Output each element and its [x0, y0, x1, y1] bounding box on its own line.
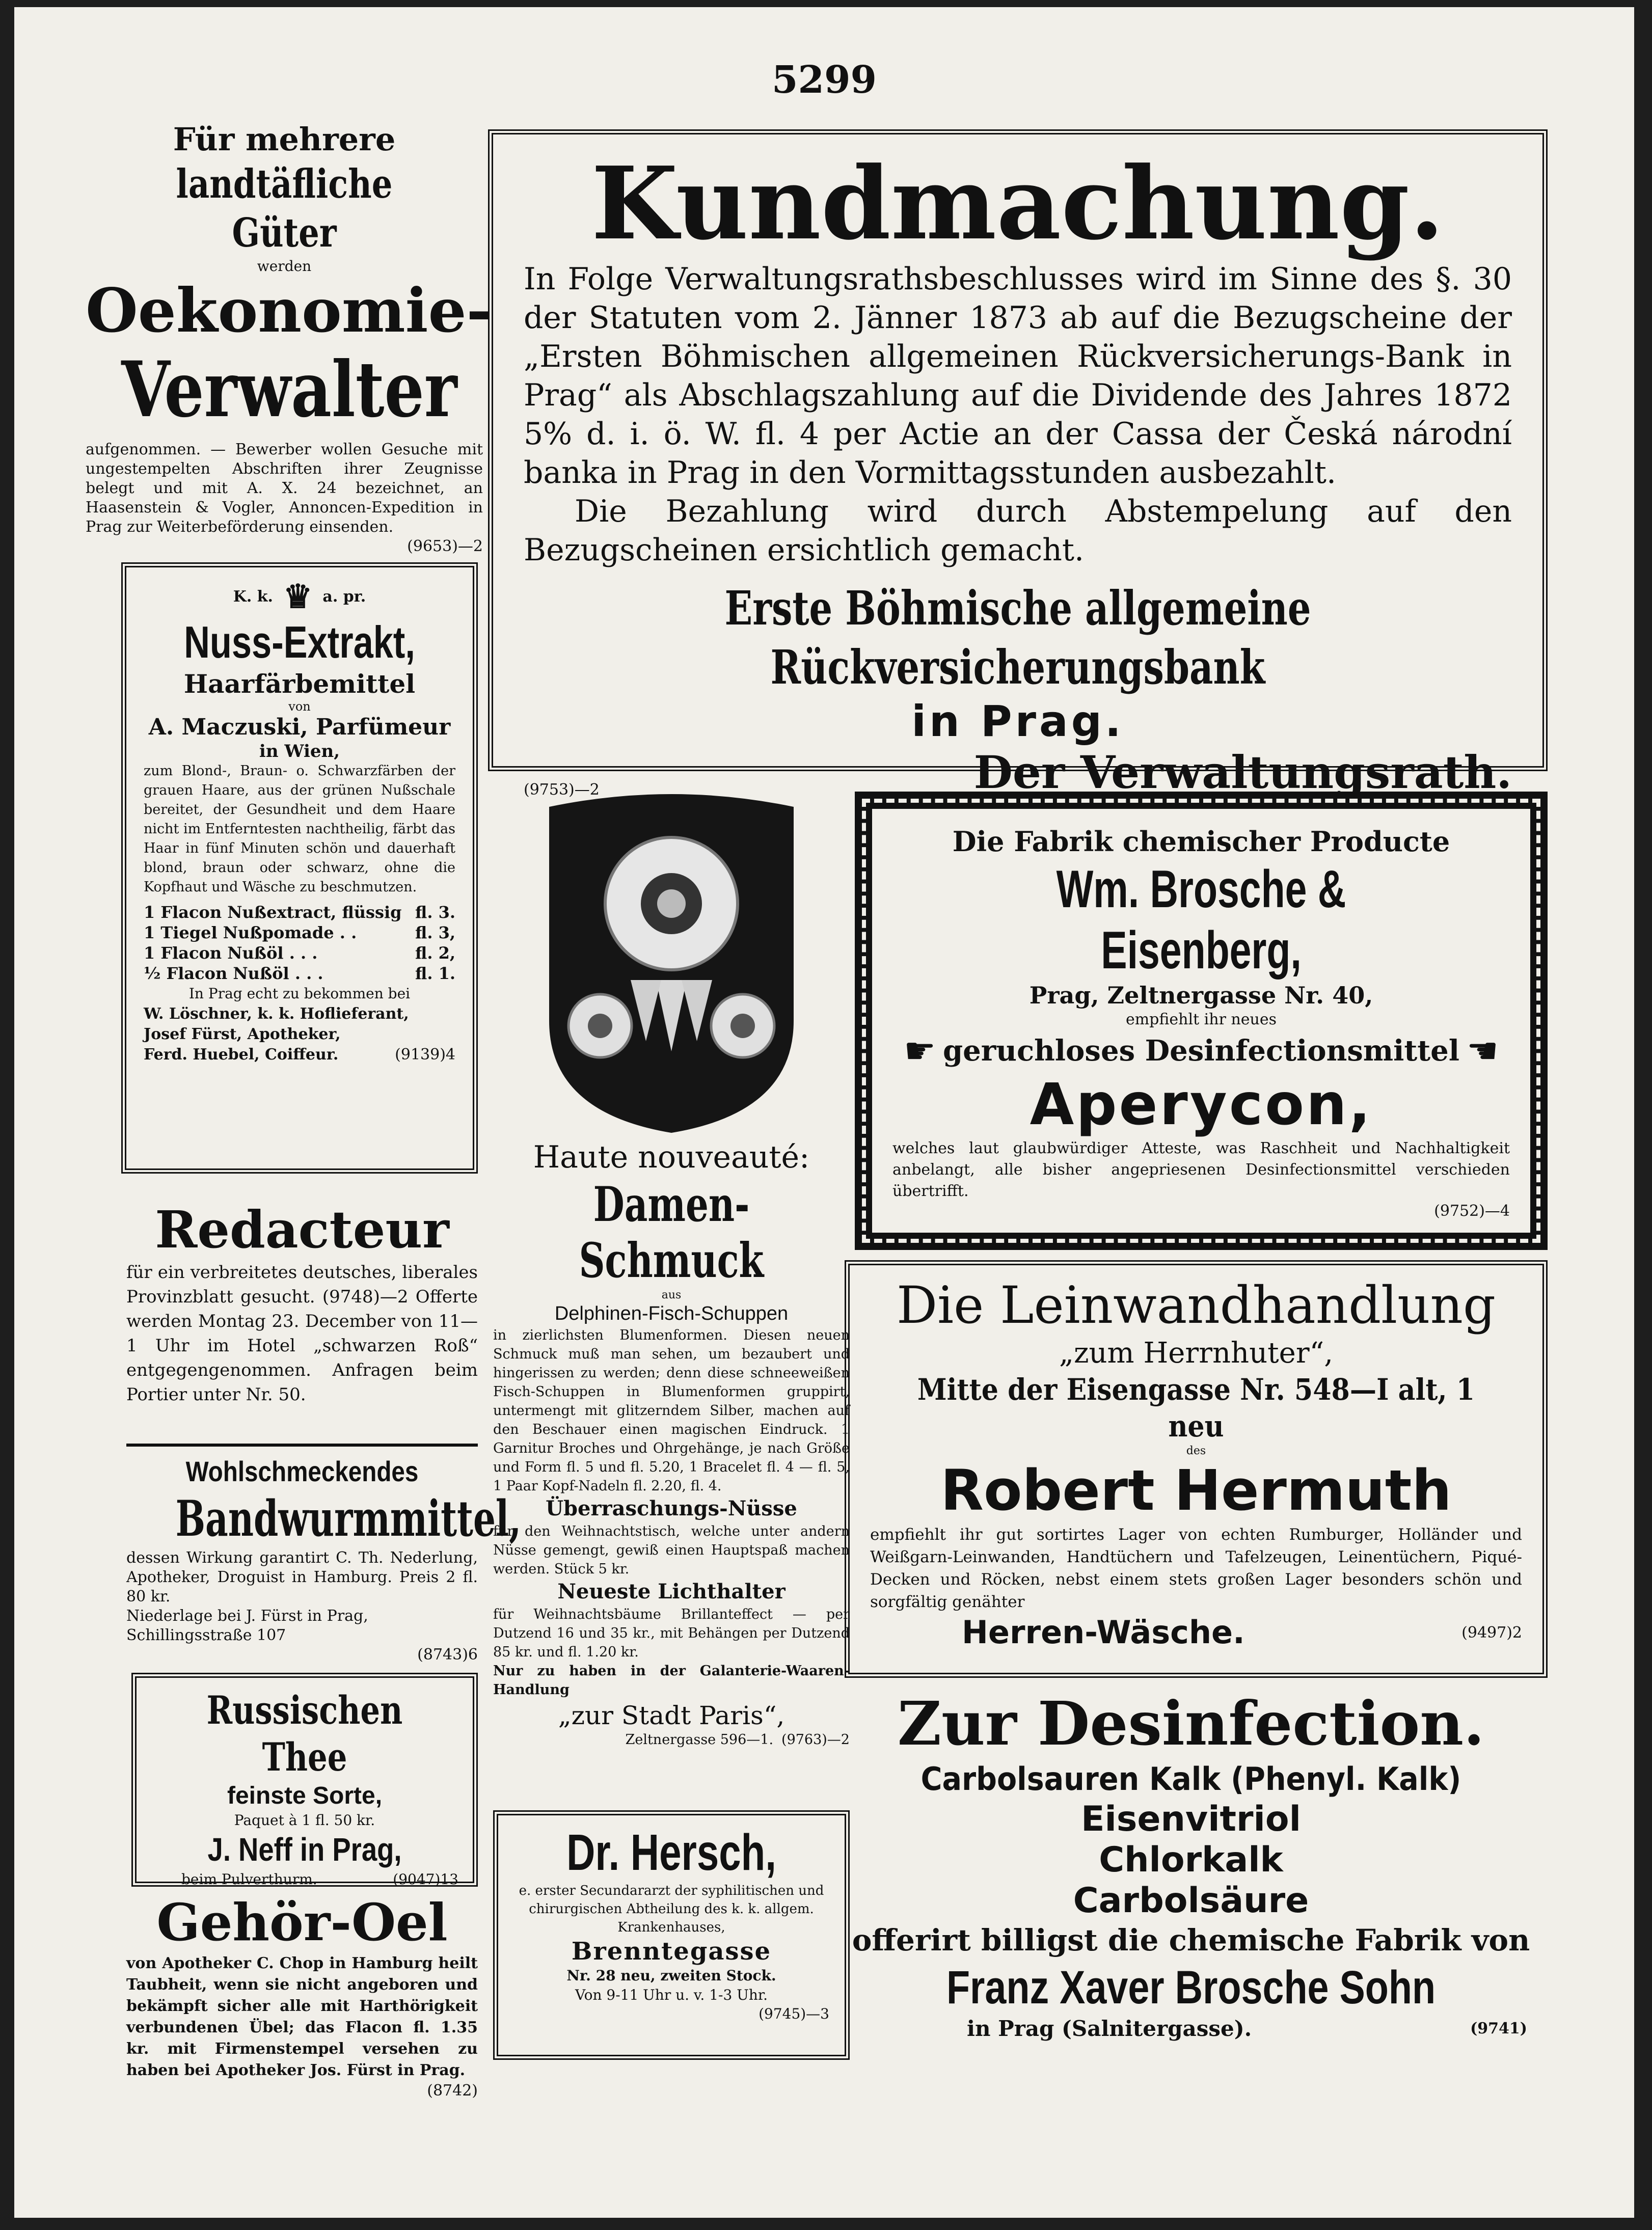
ad-footer [151, 1869, 458, 1890]
ad-nuss-extrakt [121, 562, 478, 1174]
price-row: 1 Flacon Nußöl . . . fl. 2, [144, 943, 455, 963]
ad-shop: „zur Stadt Paris“, [558, 1701, 785, 1730]
ad-headline: Zur Desinfection. [897, 1688, 1485, 1759]
ad-code: (9653)—2 [407, 537, 483, 555]
ad-code: (9763)—2 [781, 1732, 850, 1748]
ad-line: in Prag (Salnitergasse). [967, 2016, 1252, 2041]
ad-headline: Wm. Brosche & Eisenberg, [1056, 860, 1346, 980]
ad-line: Delphinen-Fisch-Schuppen [554, 1303, 789, 1324]
product-item: Chlorkalk [1099, 1840, 1283, 1880]
ad-code: (9497)2 [1461, 1623, 1522, 1642]
divider [126, 1444, 478, 1447]
ad-subhead: Neueste Lichthalter [557, 1580, 786, 1603]
ad-maker: A. Maczuski, Parfümeur [148, 714, 451, 740]
ad-body: für ein verbreitetes deutsches, liberales Provinzblatt gesucht. (9748)—2 Offerte werden Montag 23. December von 11—1 Uhr im Hotel „schwarzen Roß“ entgegengenommen. Anfragen beim Portier unter Nr. 50. [126, 1262, 478, 1405]
ad-code: (8743)6 [417, 1646, 478, 1664]
ad-line: werden [257, 258, 312, 275]
ad-zur-desinfection [834, 1688, 1548, 2096]
ad-brosche-eisenberg [855, 792, 1548, 1250]
crown-icon: ♛ [283, 578, 313, 616]
kk-right: a. pr. [322, 588, 366, 606]
earring-left-center [588, 1014, 612, 1038]
ad-body: e. erster Secundararzt der syphilitischen und chirurgischen Abtheilung des k. k. allgem. Krankenhauses, [519, 1883, 824, 1935]
ad-street: Brenntegasse [571, 1937, 772, 1966]
ad-addr: Nr. 28 neu, zweiten Stock. [566, 1967, 776, 1984]
ad-body: dessen Wirkung garantirt C. Th. Nederlung, Apotheker, Droguist in Hamburg. Preis 2 fl. 80 kr. [126, 1549, 478, 1606]
seller: W. Löschner, k. k. Hoflieferant, [144, 1005, 409, 1023]
ad-line: aus [661, 1289, 682, 1301]
ad-code: (9745)—3 [759, 2005, 829, 2022]
ad-code: (9047)13 [393, 1871, 458, 1888]
ad-line: Paquet à 1 fl. 50 kr. [234, 1812, 375, 1829]
product-item: Carbolsäure [1073, 1881, 1309, 1921]
ad-headline: Verwalter [121, 345, 457, 434]
ad-headline: Dr. Hersch, [566, 1824, 776, 1881]
ad-headline: Bandwurmmittel, [175, 1490, 522, 1547]
ad-body: für Weihnachtsbäume Brillanteffect — per Dutzend 16 und 35 kr., mit Behängen per Dutzend 85 kr. und fl. 1.20 kr. [493, 1607, 850, 1660]
notice-signature: Erste Böhmische allgemeine Rückversicherungsbank [724, 581, 1311, 695]
ad-code: (9139)4 [395, 1046, 455, 1064]
ad-depot: Niederlage bei J. Fürst in Prag, Schillingsstraße 107 [126, 1607, 368, 1644]
ad-headline: Die Leinwandhandlung [897, 1275, 1496, 1335]
seller: Ferd. Huebel, Coiffeur. [144, 1046, 339, 1064]
ad-line: geruchloses Desinfectionsmittel [942, 1034, 1460, 1068]
ad-hours: Von 9-11 Uhr u. v. 1-3 Uhr. [575, 1987, 768, 2003]
page-number: 5299 [772, 58, 877, 102]
ad-headline: Nuss-Extrakt, [184, 617, 415, 667]
ad-line: „zum Herrnhuter“, [1059, 1337, 1334, 1370]
ad-line: J. Neff in Prag, [207, 1831, 402, 1868]
ad-line: Prag, Zeltnergasse Nr. 40, [1029, 982, 1373, 1009]
pointing-hand-left-icon: ☚ [1467, 1030, 1499, 1072]
ad-line: Wohlschmeckendes [185, 1455, 419, 1487]
ad-headline: Redacteur [155, 1200, 449, 1260]
ad-body: empfiehlt ihr gut sortirtes Lager von echten Rumburger, Holländer und Weißgarn-Leinwanden, Handtüchern und Tafelzeugen, Leinentüchern, Piqué-Decken und Röcken, nebst einem stets großen Lager besonders schön und sorgfältig genähter [870, 1526, 1522, 1611]
earring-right-center [730, 1014, 755, 1038]
ad-damen-schmuck [493, 781, 850, 1800]
price-row: ½ Flacon Nußöl . . . fl. 1. [144, 964, 455, 983]
ad-addr: Zeltnergasse 596—1. [625, 1732, 774, 1748]
price-list [144, 902, 455, 984]
ad-leinwandhandlung [845, 1260, 1548, 1678]
ad-name: Robert Hermuth [940, 1458, 1452, 1523]
ad-redacteur [126, 1199, 478, 1444]
ad-line: des [1186, 1445, 1206, 1457]
notice-body: In Folge Verwaltungsrathsbeschlusses wird im Sinne des §. 30 der Statuten vom 2. Jänner 1873 ab auf die Bezugscheine der „Ersten Böhmischen allgemeinen Rückversicherungs-Bank in Prag“ als Abschlagszahlung auf die Dividende des Jahres 1872 5% d. i. ö. W. fl. 4 per Actie an der Cassa der Česká národní banka in Prag in den Vormittagsstunden ausbezahlt. [524, 261, 1512, 491]
ad-russischen-thee [131, 1673, 478, 1887]
ad-headline: Russischen Thee [206, 1688, 403, 1780]
kk-line [144, 578, 455, 616]
ad-city: in Wien, [259, 741, 340, 762]
ad-line: beim Pulverthurm. [181, 1871, 317, 1888]
ad-line: feinste Sorte, [227, 1782, 383, 1809]
jewel-illustration [529, 786, 814, 1138]
ad-name: Franz Xaver Brosche Sohn [946, 1962, 1436, 2014]
ad-line: Die Fabrik chemischer Producte [952, 825, 1450, 858]
ad-footer [870, 1613, 1522, 1652]
ad-body: für den Weihnachtstisch, welche unter andern Nüsse gemengt, gewiß einen Hauptspaß machen werden. Stück 5 kr. [493, 1524, 850, 1577]
notice-body: Die Bezahlung wird durch Abstempelung auf den Bezugscheinen ersichtlich gemacht. [524, 494, 1512, 568]
ad-body: aufgenommen. — Bewerber wollen Gesuche mit ungestempelten Abschriften ihrer Zeugnisse belegt und mit A. X. 24 bezeichnet, an Haasenstein & Vogler, Annoncen-Expedition in Prag zur Weiterbeförderung einsenden. [86, 441, 483, 536]
seller: Josef Fürst, Apotheker, [144, 1025, 341, 1043]
ad-bandwurmmittel [126, 1454, 522, 1668]
ad-code: (9752)—4 [1434, 1202, 1510, 1220]
notice-signature: Der Verwaltungsrath. [973, 746, 1512, 799]
ad-headline: Gehör-Oel [156, 1892, 448, 1952]
notice-kundmachung [488, 129, 1548, 799]
product-item: Eisenvitriol [1081, 1799, 1301, 1839]
ad-line: offerirt billigst die chemische Fabrik von [852, 1923, 1530, 1957]
ad-line: Haute nouveauté: [533, 1139, 810, 1175]
ad-subhead: Überraschungs-Nüsse [546, 1497, 797, 1520]
ad-sale: In Prag echt zu bekommen bei [188, 985, 411, 1002]
ad-body: welches laut glaubwürdiger Atteste, was Raschheit und Nachhaltigkeit anbelangt, alle bisher angepriesenen Desinfectionsmittel verschieden übertrifft. [892, 1139, 1510, 1200]
product-item: Carbolsauren Kalk (Phenyl. Kalk) [920, 1760, 1461, 1798]
ad-line: Für mehrere [173, 121, 396, 158]
price-row: 1 Tiegel Nußpomade . . fl. 3, [144, 923, 455, 942]
ad-headline: Oekonomie- [86, 275, 492, 346]
ad-body: Nur zu haben in der Galanterie-Waaren-Handlung [493, 1663, 850, 1698]
ad-oekonomie-verwalter [86, 119, 492, 557]
ad-line: Herren-Wäsche. [962, 1614, 1245, 1651]
newspaper-page [14, 7, 1634, 2218]
ad-headline: Damen-Schmuck [579, 1177, 764, 1289]
ad-body: von Apotheker C. Chop in Hamburg heilt Taubheit, wenn sie nicht angeboren und bekämpft sicher alle mit Harthörigkeit verbundenen Übel; das Flacon fl. 1.35 kr. mit Firmenstempel versehen zu haben bei Apotheker Jos. Fürst in Prag. [126, 1954, 478, 2079]
brooch-core [657, 889, 686, 918]
notice-code: (9753)—2 [524, 781, 600, 799]
ad-footer [493, 1732, 850, 1748]
price-row: 1 Flacon Nußextract, flüssig fl. 3. [144, 903, 455, 922]
ad-von: von [288, 699, 311, 714]
kk-left: K. k. [233, 588, 273, 606]
ad-line: Mitte der Eisengasse Nr. 548—I alt, 1 neu [917, 1372, 1475, 1444]
ad-code: (8742) [427, 2082, 478, 2100]
notice-signature: in Prag. [911, 696, 1124, 746]
ad-gehoer-oel [126, 1892, 478, 2106]
ad-sub: Haarfärbemittel [183, 669, 416, 699]
ad-body: in zierlichsten Blumenformen. Diesen neuen Schmuck muß man sehen, um bezaubert und hingerissen zu werden; denn diese schneeweißen Fisch-Schuppen in Blumenformen gruppirt, untermengt mit glitzerndem Silber, machen auf den Beschauer einen magischen Eindruck. 1 Garnitur Broches und Ohrgehänge, je nach Größe und Form fl. 5 und fl. 5.20, 1 Bracelet fl. 4 — fl. 5, 1 Paar Kopf-Nadeln fl. 2.20, fl. 4. [493, 1327, 850, 1494]
pointing-hand-right-icon: ☛ [904, 1030, 936, 1072]
ad-product-line [892, 1030, 1510, 1072]
ad-product-name: Aperycon, [1030, 1072, 1373, 1138]
ad-line: landtäfliche Güter [176, 161, 393, 256]
ad-body: zum Blond-, Braun- o. Schwarzfärben der grauen Haare, aus der grünen Nußschale bereitet, der Gesundheit und dem Haare nicht im Entferntesten nachtheilig, färbt das Haar in fünf Minuten schön und dauerhaft blond, braun oder schwarz, ohne die Kopfhaut und Wäsche zu beschmutzen. [144, 763, 456, 895]
ad-code: (9741) [1470, 2020, 1527, 2037]
ad-dr-hersch [493, 1810, 850, 2060]
seller-row [144, 1045, 455, 1065]
notice-title: Kundmachung. [591, 145, 1445, 262]
ad-footer [834, 2016, 1548, 2041]
ad-line: empfiehlt ihr neues [1125, 1011, 1277, 1028]
